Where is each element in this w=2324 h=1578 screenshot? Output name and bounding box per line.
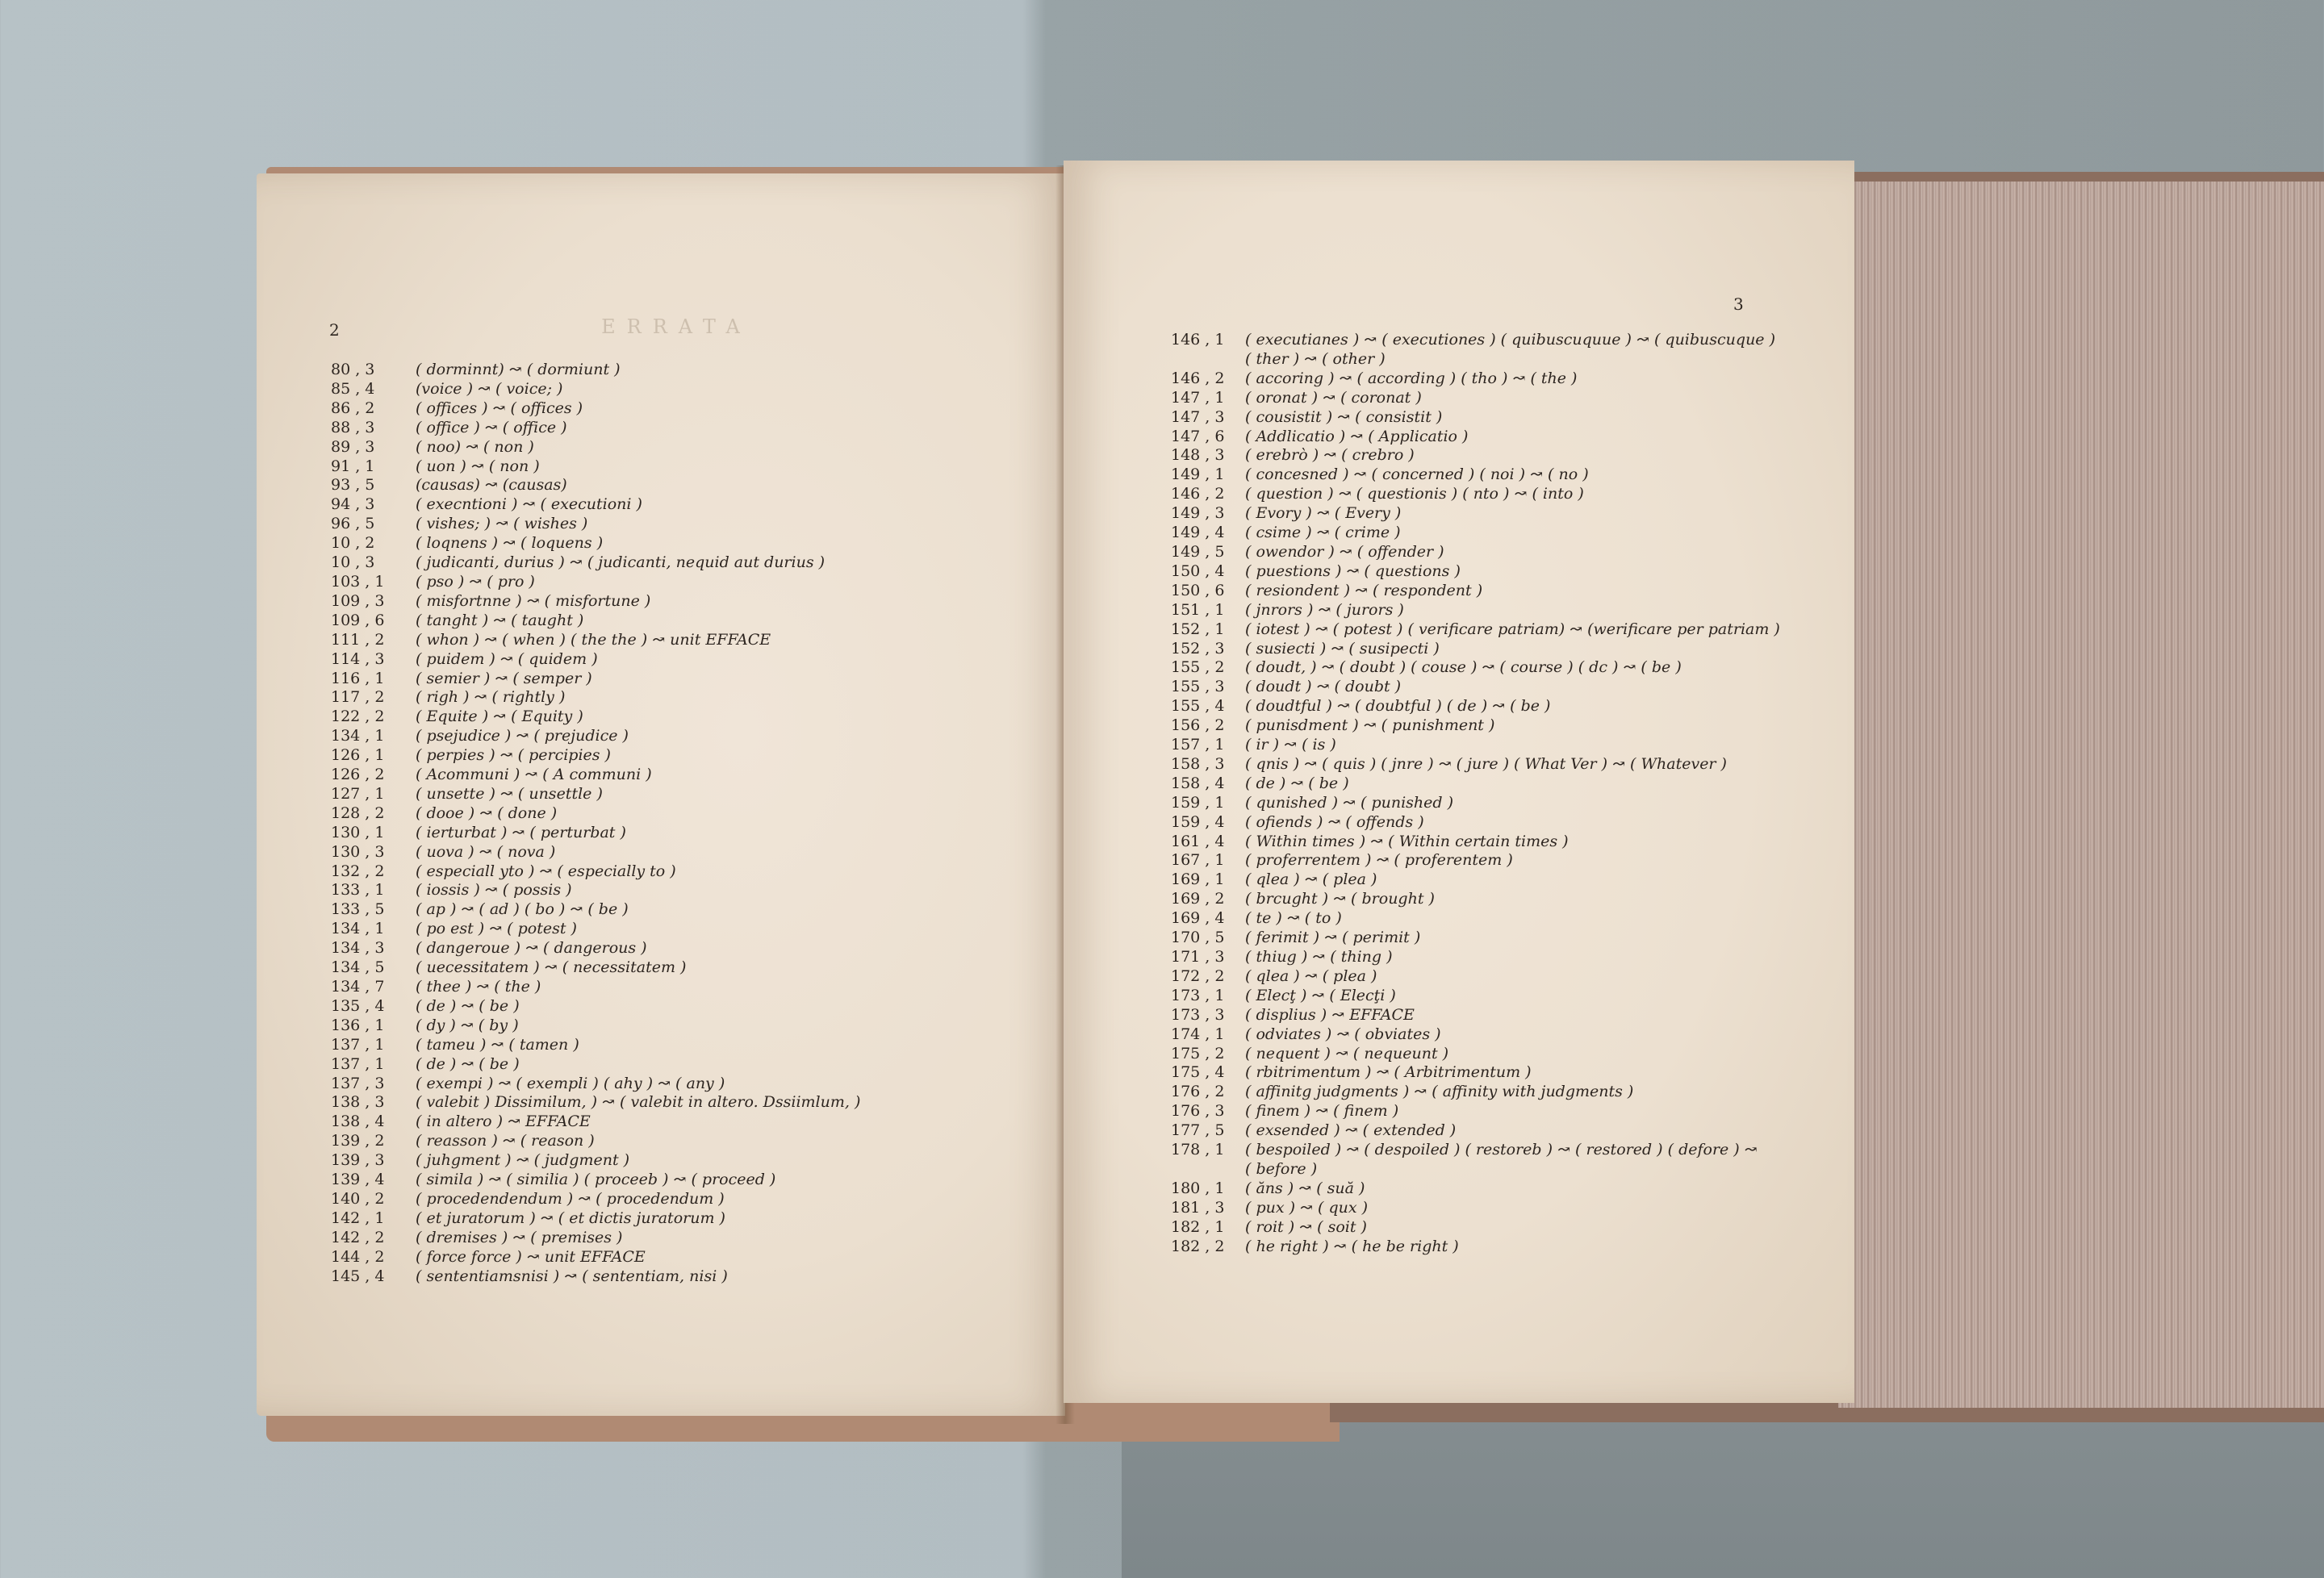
erratum-entry bbox=[1171, 716, 1780, 736]
entry-reference: 147 , 3 bbox=[1171, 407, 1225, 426]
entry-correction: ( uova ) ↝ ( nova ) bbox=[416, 842, 556, 861]
entry-correction: ( oronat ) ↝ ( coronat ) bbox=[1245, 388, 1422, 407]
erratum-entry bbox=[1171, 620, 1780, 640]
erratum-entry bbox=[1171, 562, 1780, 582]
entry-correction: ( Within times ) ↝ ( Within certain times ) bbox=[1245, 832, 1569, 850]
erratum-entry bbox=[331, 920, 860, 939]
entry-correction: ( Evory ) ↝ ( Every ) bbox=[1245, 504, 1402, 523]
erratum-entry bbox=[1171, 697, 1780, 716]
entry-reference: 80 , 3 bbox=[331, 361, 375, 378]
entry-reference: 94 , 3 bbox=[331, 495, 375, 514]
entry-reference: 134 , 7 bbox=[331, 978, 385, 996]
entry-correction: ( pso ) ↝ ( pro ) bbox=[416, 572, 535, 591]
entry-reference: 176 , 2 bbox=[1171, 1083, 1225, 1101]
entry-correction: ( uecessitatem ) ↝ ( necessitatem ) bbox=[416, 958, 687, 977]
entry-reference: 173 , 3 bbox=[1171, 1005, 1225, 1024]
entry-correction: ( righ ) ↝ ( rightly ) bbox=[416, 688, 566, 707]
entry-correction: ( iotest ) ↝ ( potest ) ( verificare patriam) ↝ (werificare per patriam ) bbox=[1245, 620, 1780, 638]
entry-reference: 138 , 4 bbox=[331, 1113, 385, 1131]
entry-correction: ( puidem ) ↝ ( quidem ) bbox=[416, 649, 598, 668]
left-entry-list bbox=[331, 361, 860, 1287]
erratum-entry bbox=[331, 881, 860, 900]
right-page bbox=[1064, 161, 1854, 1403]
erratum-entry bbox=[1171, 524, 1780, 543]
erratum-entry bbox=[1171, 1083, 1780, 1102]
entry-reference: 89 , 3 bbox=[331, 437, 375, 456]
erratum-entry bbox=[1171, 485, 1780, 504]
entry-reference: 139 , 3 bbox=[331, 1151, 385, 1170]
entry-reference: 117 , 2 bbox=[331, 688, 385, 707]
entry-reference: 10 , 2 bbox=[331, 534, 375, 553]
entry-correction: ( dangeroue ) ↝ ( dangerous ) bbox=[416, 939, 647, 958]
page-edges bbox=[1838, 182, 2324, 1408]
erratum-entry bbox=[331, 746, 860, 766]
entry-correction: ( semier ) ↝ ( semper ) bbox=[416, 669, 592, 687]
entry-correction: ( ofiends ) ↝ ( offends ) bbox=[1245, 812, 1424, 831]
entry-reference: 178 , 1 bbox=[1171, 1141, 1225, 1159]
entry-correction: ( accoring ) ↝ ( according ) ( tho ) ↝ ( the ) bbox=[1245, 369, 1578, 387]
entry-reference: 155 , 2 bbox=[1171, 658, 1225, 677]
entry-correction: ( simila ) ↝ ( similia ) ( proceeb ) ↝ ( proceed ) bbox=[416, 1171, 776, 1189]
entry-correction: ( before ) bbox=[1245, 1159, 1318, 1178]
erratum-entry bbox=[331, 399, 860, 419]
erratum-entry bbox=[331, 380, 860, 399]
entry-reference: 149 , 3 bbox=[1171, 504, 1225, 523]
erratum-entry bbox=[331, 612, 860, 631]
erratum-entry bbox=[1171, 1102, 1780, 1121]
erratum-entry bbox=[1171, 446, 1780, 465]
entry-correction: ( noo) ↝ ( non ) bbox=[416, 437, 534, 456]
entry-correction: ( rbitrimentum ) ↝ ( Arbitrimentum ) bbox=[1245, 1063, 1532, 1082]
erratum-entry bbox=[331, 534, 860, 553]
entry-reference: 128 , 2 bbox=[331, 804, 385, 822]
erratum-entry bbox=[331, 515, 860, 534]
entry-reference: 103 , 1 bbox=[331, 572, 385, 591]
entry-reference: 111 , 2 bbox=[331, 630, 385, 649]
entry-correction: ( de ) ↝ ( be ) bbox=[416, 1054, 520, 1073]
entry-correction: ( displius ) ↝ EFFACE bbox=[1245, 1005, 1415, 1024]
erratum-entry bbox=[331, 727, 860, 746]
entry-correction: ( cousistit ) ↝ ( consistit ) bbox=[1245, 407, 1443, 426]
entry-reference: 159 , 1 bbox=[1171, 793, 1225, 812]
entry-reference: 142 , 2 bbox=[331, 1228, 385, 1246]
entry-correction: ( brcught ) ↝ ( brought ) bbox=[1245, 890, 1435, 908]
entry-reference: 150 , 6 bbox=[1171, 581, 1225, 599]
entry-reference: 136 , 1 bbox=[331, 1016, 385, 1034]
entry-reference: 161 , 4 bbox=[1171, 832, 1225, 850]
entry-reference: 126 , 1 bbox=[331, 746, 385, 765]
entry-correction: ( et juratorum ) ↝ ( et dictis juratorum ) bbox=[416, 1209, 725, 1227]
entry-reference: 170 , 5 bbox=[1171, 929, 1225, 947]
entry-reference: 157 , 1 bbox=[1171, 736, 1225, 754]
erratum-entry bbox=[1171, 1238, 1780, 1257]
erratum-entry bbox=[1171, 428, 1780, 447]
erratum-entry bbox=[1171, 794, 1780, 813]
entry-reference: 132 , 2 bbox=[331, 862, 385, 880]
entry-reference: 152 , 1 bbox=[1171, 620, 1225, 638]
entry-correction: ( exempi ) ↝ ( exempli ) ( ahy ) ↝ ( any ) bbox=[416, 1074, 725, 1092]
left-page bbox=[257, 173, 1065, 1416]
open-book bbox=[257, 157, 2113, 1444]
entry-correction: ( puestions ) ↝ ( questions ) bbox=[1245, 561, 1461, 580]
entry-reference bbox=[1171, 1160, 1245, 1179]
erratum-entry bbox=[1171, 851, 1780, 870]
erratum-entry bbox=[331, 1209, 860, 1229]
entry-correction: ( tameu ) ↝ ( tamen ) bbox=[416, 1035, 579, 1054]
erratum-entry bbox=[331, 978, 860, 997]
erratum-entry bbox=[1171, 1179, 1780, 1199]
entry-reference: 182 , 1 bbox=[1171, 1217, 1225, 1236]
entry-reference: 10 , 3 bbox=[331, 553, 375, 572]
erratum-entry bbox=[1171, 1006, 1780, 1025]
erratum-entry bbox=[331, 670, 860, 689]
entry-reference: 130 , 1 bbox=[331, 823, 385, 841]
entry-correction: ( juhgment ) ↝ ( judgment ) bbox=[416, 1151, 630, 1170]
entry-correction: ( offices ) ↝ ( offices ) bbox=[416, 399, 583, 417]
entry-reference: 169 , 1 bbox=[1171, 870, 1225, 889]
entry-correction: ( psejudice ) ↝ ( prejudice ) bbox=[416, 727, 629, 745]
entry-correction: ( iossis ) ↝ ( possis ) bbox=[416, 881, 572, 900]
entry-correction: ( especiall yto ) ↝ ( especially to ) bbox=[416, 862, 676, 880]
erratum-entry bbox=[331, 1171, 860, 1190]
entry-correction: ( pux ) ↝ ( qux ) bbox=[1245, 1198, 1369, 1217]
erratum-entry bbox=[331, 824, 860, 843]
erratum-entry bbox=[331, 1248, 860, 1267]
entry-correction: ( nequent ) ↝ ( nequeunt ) bbox=[1245, 1044, 1449, 1062]
erratum-entry bbox=[331, 785, 860, 804]
entry-reference: 139 , 4 bbox=[331, 1171, 385, 1189]
erratum-entry bbox=[331, 495, 860, 515]
erratum-entry bbox=[331, 438, 860, 457]
entry-correction: ( unsette ) ↝ ( unsettle ) bbox=[416, 784, 603, 803]
entry-reference: 151 , 1 bbox=[1171, 600, 1225, 619]
entry-reference: 155 , 4 bbox=[1171, 697, 1225, 716]
entry-correction: ( thee ) ↝ ( the ) bbox=[416, 978, 541, 996]
entry-reference: 149 , 5 bbox=[1171, 542, 1225, 561]
entry-reference: 127 , 1 bbox=[331, 784, 385, 803]
erratum-entry bbox=[331, 1229, 860, 1248]
entry-reference: 176 , 3 bbox=[1171, 1102, 1225, 1121]
entry-reference: 146 , 2 bbox=[1171, 369, 1225, 387]
entry-reference: 159 , 4 bbox=[1171, 812, 1225, 831]
erratum-entry bbox=[331, 1017, 860, 1036]
entry-correction: ( qlea ) ↝ ( plea ) bbox=[1245, 966, 1377, 985]
entry-reference: 137 , 1 bbox=[331, 1054, 385, 1073]
erratum-entry bbox=[331, 476, 860, 495]
erratum-entry bbox=[331, 958, 860, 978]
entry-correction: ( exsended ) ↝ ( extended ) bbox=[1245, 1121, 1457, 1140]
erratum-entry bbox=[1171, 890, 1780, 909]
erratum-entry bbox=[331, 1093, 860, 1113]
erratum-entry bbox=[331, 631, 860, 650]
entry-reference: 167 , 1 bbox=[1171, 851, 1225, 870]
entry-correction: ( te ) ↝ ( to ) bbox=[1245, 909, 1342, 928]
erratum-entry bbox=[1171, 408, 1780, 428]
entry-reference: 91 , 1 bbox=[331, 457, 375, 475]
entry-reference: 134 , 3 bbox=[331, 939, 385, 958]
erratum-entry bbox=[331, 900, 860, 920]
entry-reference: 133 , 1 bbox=[331, 881, 385, 900]
erratum-entry bbox=[1171, 909, 1780, 929]
erratum-entry bbox=[331, 804, 860, 824]
entry-correction: (voice ) ↝ ( voice; ) bbox=[416, 379, 563, 398]
entry-reference: 135 , 4 bbox=[331, 996, 385, 1015]
erratum-entry bbox=[331, 1190, 860, 1209]
entry-reference: 147 , 1 bbox=[1171, 388, 1225, 407]
erratum-entry bbox=[1171, 833, 1780, 852]
erratum-entry bbox=[1171, 331, 1780, 350]
entry-reference: 150 , 4 bbox=[1171, 561, 1225, 580]
erratum-entry bbox=[331, 766, 860, 785]
entry-reference: 140 , 2 bbox=[331, 1189, 385, 1208]
erratum-entry bbox=[1171, 1199, 1780, 1218]
erratum-entry bbox=[331, 997, 860, 1017]
erratum-entry bbox=[331, 1151, 860, 1171]
entry-reference: 158 , 3 bbox=[1171, 754, 1225, 773]
entry-reference: 177 , 5 bbox=[1171, 1121, 1225, 1140]
entry-reference: 149 , 1 bbox=[1171, 465, 1225, 484]
entry-correction: ( Equite ) ↝ ( Equity ) bbox=[416, 708, 583, 726]
erratum-entry bbox=[1171, 543, 1780, 562]
entry-reference: 139 , 2 bbox=[331, 1132, 385, 1150]
erratum-entry bbox=[1171, 582, 1780, 601]
entry-correction: ( doudt ) ↝ ( doubt ) bbox=[1245, 678, 1402, 696]
erratum-entry bbox=[1171, 1141, 1780, 1160]
erratum-entry bbox=[331, 843, 860, 862]
entry-reference: 182 , 2 bbox=[1171, 1237, 1225, 1255]
entry-reference: 171 , 3 bbox=[1171, 948, 1225, 966]
erratum-entry bbox=[1171, 1045, 1780, 1064]
entry-correction: ( force force ) ↝ unit EFFACE bbox=[416, 1247, 646, 1266]
erratum-entry bbox=[1171, 465, 1780, 485]
erratum-entry bbox=[1171, 755, 1780, 774]
erratum-entry bbox=[331, 1113, 860, 1132]
entry-reference: 96 , 5 bbox=[331, 515, 375, 533]
entry-reference: 152 , 3 bbox=[1171, 639, 1225, 658]
erratum-entry bbox=[331, 361, 860, 380]
erratum-entry bbox=[331, 1075, 860, 1094]
erratum-entry bbox=[1171, 987, 1780, 1006]
entry-correction: ( jnrors ) ↝ ( jurors ) bbox=[1245, 600, 1404, 619]
entry-correction: (causas) ↝ (causas) bbox=[416, 476, 567, 495]
erratum-entry bbox=[331, 1036, 860, 1055]
erratum-entry bbox=[1171, 1025, 1780, 1045]
erratum-entry bbox=[1171, 658, 1780, 678]
right-page-number: 3 bbox=[1733, 294, 1744, 314]
erratum-entry bbox=[1171, 774, 1780, 794]
entry-reference: 173 , 1 bbox=[1171, 986, 1225, 1004]
entry-reference: 144 , 2 bbox=[331, 1247, 385, 1266]
entry-reference: 181 , 3 bbox=[1171, 1198, 1225, 1217]
entry-reference: 147 , 6 bbox=[1171, 427, 1225, 445]
entry-reference: 155 , 3 bbox=[1171, 678, 1225, 696]
entry-reference: 86 , 2 bbox=[331, 399, 375, 417]
entry-correction: ( proferrentem ) ↝ ( proferentem ) bbox=[1245, 851, 1513, 870]
entry-correction: ( ierturbat ) ↝ ( perturbat ) bbox=[416, 823, 626, 841]
entry-correction: ( po est ) ↝ ( potest ) bbox=[416, 920, 577, 938]
entry-reference: 169 , 4 bbox=[1171, 909, 1225, 928]
erratum-entry bbox=[331, 939, 860, 958]
entry-correction: ( sententiamsnisi ) ↝ ( sententiam, nisi ) bbox=[416, 1267, 728, 1285]
entry-correction: ( perpies ) ↝ ( percipies ) bbox=[416, 746, 611, 765]
erratum-entry bbox=[1171, 504, 1780, 524]
erratum-entry bbox=[331, 1055, 860, 1075]
erratum-entry bbox=[1171, 813, 1780, 833]
entry-correction: ( dorminnt) ↝ ( dormiunt ) bbox=[416, 361, 621, 378]
entry-correction: ( office ) ↝ ( office ) bbox=[416, 418, 567, 436]
entry-correction: ( judicanti, durius ) ↝ ( judicanti, nequid aut durius ) bbox=[416, 553, 826, 572]
entry-reference: 134 , 1 bbox=[331, 920, 385, 938]
entry-correction: ( executianes ) ↝ ( executiones ) ( quibuscuquue ) ↝ ( quibuscuque ) bbox=[1245, 331, 1776, 349]
entry-reference: 134 , 1 bbox=[331, 727, 385, 745]
entry-correction: ( odviates ) ↝ ( obviates ) bbox=[1245, 1025, 1441, 1043]
entry-reference: 137 , 3 bbox=[331, 1074, 385, 1092]
erratum-entry bbox=[1171, 1063, 1780, 1083]
entry-correction: ( ir ) ↝ ( is ) bbox=[1245, 736, 1336, 754]
entry-reference: 175 , 4 bbox=[1171, 1063, 1225, 1082]
entry-correction: ( ferimit ) ↝ ( perimit ) bbox=[1245, 929, 1421, 947]
entry-reference: 116 , 1 bbox=[331, 669, 385, 687]
entry-correction: ( qunished ) ↝ ( punished ) bbox=[1245, 793, 1454, 812]
entry-correction: ( whon ) ↝ ( when ) ( the the ) ↝ unit EFFACE bbox=[416, 630, 771, 649]
left-page-number: 2 bbox=[329, 320, 340, 340]
entry-reference: 133 , 5 bbox=[331, 900, 385, 919]
entry-correction: ( punisdment ) ↝ ( punishment ) bbox=[1245, 716, 1495, 735]
erratum-entry bbox=[1171, 870, 1780, 890]
entry-reference: 109 , 6 bbox=[331, 611, 385, 629]
entry-correction: ( ăns ) ↝ ( suă ) bbox=[1245, 1179, 1365, 1197]
entry-correction: ( Acommuni ) ↝ ( A communi ) bbox=[416, 766, 652, 784]
entry-reference: 109 , 3 bbox=[331, 591, 385, 610]
entry-correction: ( erebrò ) ↝ ( crebro ) bbox=[1245, 446, 1415, 465]
erratum-entry bbox=[1171, 369, 1780, 389]
entry-reference: 146 , 2 bbox=[1171, 485, 1225, 503]
entry-reference: 93 , 5 bbox=[331, 476, 375, 495]
entry-reference: 148 , 3 bbox=[1171, 446, 1225, 465]
erratum-entry bbox=[331, 708, 860, 727]
entry-reference: 134 , 5 bbox=[331, 958, 385, 977]
entry-correction: ( affinitg judgments ) ↝ ( affinity with judgments ) bbox=[1245, 1083, 1634, 1101]
erratum-entry bbox=[1171, 640, 1780, 659]
entry-correction: ( reasson ) ↝ ( reason ) bbox=[416, 1132, 595, 1150]
entry-correction: ( qlea ) ↝ ( plea ) bbox=[1245, 870, 1377, 889]
entry-correction: ( doudt, ) ↝ ( doubt ) ( couse ) ↝ ( course ) ( dc ) ↝ ( be ) bbox=[1245, 658, 1682, 677]
erratum-entry bbox=[331, 688, 860, 708]
entry-reference: 122 , 2 bbox=[331, 708, 385, 726]
entry-reference: 142 , 1 bbox=[331, 1209, 385, 1227]
entry-correction: ( resiondent ) ↝ ( respondent ) bbox=[1245, 581, 1483, 599]
entry-reference: 169 , 2 bbox=[1171, 890, 1225, 908]
entry-reference: 145 , 4 bbox=[331, 1267, 385, 1285]
entry-reference: 146 , 1 bbox=[1171, 331, 1225, 349]
entry-correction: ( bespoiled ) ↝ ( despoiled ) ( restoreb ) ↝ ( restored ) ( defore ) ↝ bbox=[1245, 1141, 1758, 1159]
entry-correction: ( susiecti ) ↝ ( susipecti ) bbox=[1245, 639, 1440, 658]
erratum-entry bbox=[331, 419, 860, 438]
entry-correction: ( question ) ↝ ( questionis ) ( nto ) ↝ ( into ) bbox=[1245, 485, 1584, 503]
entry-correction: ( ther ) ↝ ( other ) bbox=[1245, 349, 1386, 368]
entry-reference: 158 , 4 bbox=[1171, 774, 1225, 792]
entry-reference: 149 , 4 bbox=[1171, 524, 1225, 542]
entry-correction: ( thiug ) ↝ ( thing ) bbox=[1245, 948, 1393, 966]
entry-reference: 156 , 2 bbox=[1171, 716, 1225, 735]
entry-correction: ( dy ) ↝ ( by ) bbox=[416, 1016, 519, 1034]
entry-correction: ( owendor ) ↝ ( offender ) bbox=[1245, 542, 1444, 561]
entry-reference: 130 , 3 bbox=[331, 842, 385, 861]
entry-correction: ( uon ) ↝ ( non ) bbox=[416, 457, 540, 475]
faint-heading: ERRATA bbox=[601, 315, 751, 338]
entry-correction: ( valebit ) Dissimilum, ) ↝ ( valebit in altero. Dssiimlum, ) bbox=[416, 1093, 861, 1112]
entry-reference: 175 , 2 bbox=[1171, 1044, 1225, 1062]
entry-correction: ( Addlicatio ) ↝ ( Applicatio ) bbox=[1245, 427, 1469, 445]
entry-reference bbox=[1171, 350, 1245, 369]
erratum-entry bbox=[331, 592, 860, 612]
entry-reference: 137 , 1 bbox=[331, 1035, 385, 1054]
erratum-entry bbox=[331, 457, 860, 477]
entry-correction: ( finem ) ↝ ( finem ) bbox=[1245, 1102, 1399, 1121]
entry-reference: 180 , 1 bbox=[1171, 1179, 1225, 1197]
erratum-entry bbox=[331, 1132, 860, 1151]
erratum-entry bbox=[331, 553, 860, 573]
entry-reference: 88 , 3 bbox=[331, 418, 375, 436]
entry-reference: 114 , 3 bbox=[331, 649, 385, 668]
right-entry-list bbox=[1171, 331, 1780, 1257]
entry-correction: ( concesned ) ↝ ( concerned ) ( noi ) ↝ ( no ) bbox=[1245, 465, 1589, 484]
entry-correction: ( roit ) ↝ ( soit ) bbox=[1245, 1217, 1367, 1236]
erratum-entry bbox=[1171, 1218, 1780, 1238]
entry-correction: ( de ) ↝ ( be ) bbox=[416, 996, 520, 1015]
erratum-entry bbox=[1171, 736, 1780, 755]
erratum-entry bbox=[331, 573, 860, 592]
entry-correction: ( misfortnne ) ↝ ( misfortune ) bbox=[416, 591, 651, 610]
erratum-entry bbox=[1171, 967, 1780, 987]
erratum-entry bbox=[1171, 601, 1780, 620]
entry-correction: ( ap ) ↝ ( ad ) ( bo ) ↝ ( be ) bbox=[416, 900, 629, 919]
entry-correction: ( execntioni ) ↝ ( executioni ) bbox=[416, 495, 642, 514]
entry-reference: 85 , 4 bbox=[331, 379, 375, 398]
entry-correction: ( qnis ) ↝ ( quis ) ( jnre ) ↝ ( jure ) ( What Ver ) ↝ ( Whatever ) bbox=[1245, 754, 1727, 773]
entry-correction: ( tanght ) ↝ ( taught ) bbox=[416, 611, 584, 629]
entry-correction: ( dremises ) ↝ ( premises ) bbox=[416, 1228, 623, 1246]
entry-correction: ( he right ) ↝ ( he be right ) bbox=[1245, 1237, 1459, 1255]
entry-correction: ( csime ) ↝ ( crime ) bbox=[1245, 524, 1401, 542]
erratum-entry bbox=[1171, 1121, 1780, 1141]
entry-reference: 126 , 2 bbox=[331, 766, 385, 784]
erratum-entry bbox=[1171, 389, 1780, 408]
erratum-entry bbox=[331, 1267, 860, 1287]
erratum-entry bbox=[1171, 929, 1780, 948]
entry-correction: ( de ) ↝ ( be ) bbox=[1245, 774, 1349, 792]
erratum-entry bbox=[331, 862, 860, 882]
erratum-entry bbox=[1171, 948, 1780, 967]
erratum-entry bbox=[1171, 678, 1780, 697]
entry-reference: 174 , 1 bbox=[1171, 1025, 1225, 1043]
erratum-entry bbox=[331, 650, 860, 670]
entry-correction: ( loqnens ) ↝ ( loquens ) bbox=[416, 534, 604, 553]
entry-correction: ( in altero ) ↝ EFFACE bbox=[416, 1113, 591, 1131]
entry-correction: ( dooe ) ↝ ( done ) bbox=[416, 804, 558, 822]
entry-reference: 138 , 3 bbox=[331, 1093, 385, 1112]
entry-reference: 172 , 2 bbox=[1171, 966, 1225, 985]
entry-correction: ( Elecţ ) ↝ ( Elecţi ) bbox=[1245, 986, 1396, 1004]
erratum-entry bbox=[1171, 350, 1780, 369]
entry-correction: ( vishes; ) ↝ ( wishes ) bbox=[416, 515, 588, 533]
entry-correction: ( doudtful ) ↝ ( doubtful ) ( de ) ↝ ( be ) bbox=[1245, 697, 1551, 716]
entry-correction: ( procedendendum ) ↝ ( procedendum ) bbox=[416, 1189, 725, 1208]
erratum-entry bbox=[1171, 1160, 1780, 1179]
